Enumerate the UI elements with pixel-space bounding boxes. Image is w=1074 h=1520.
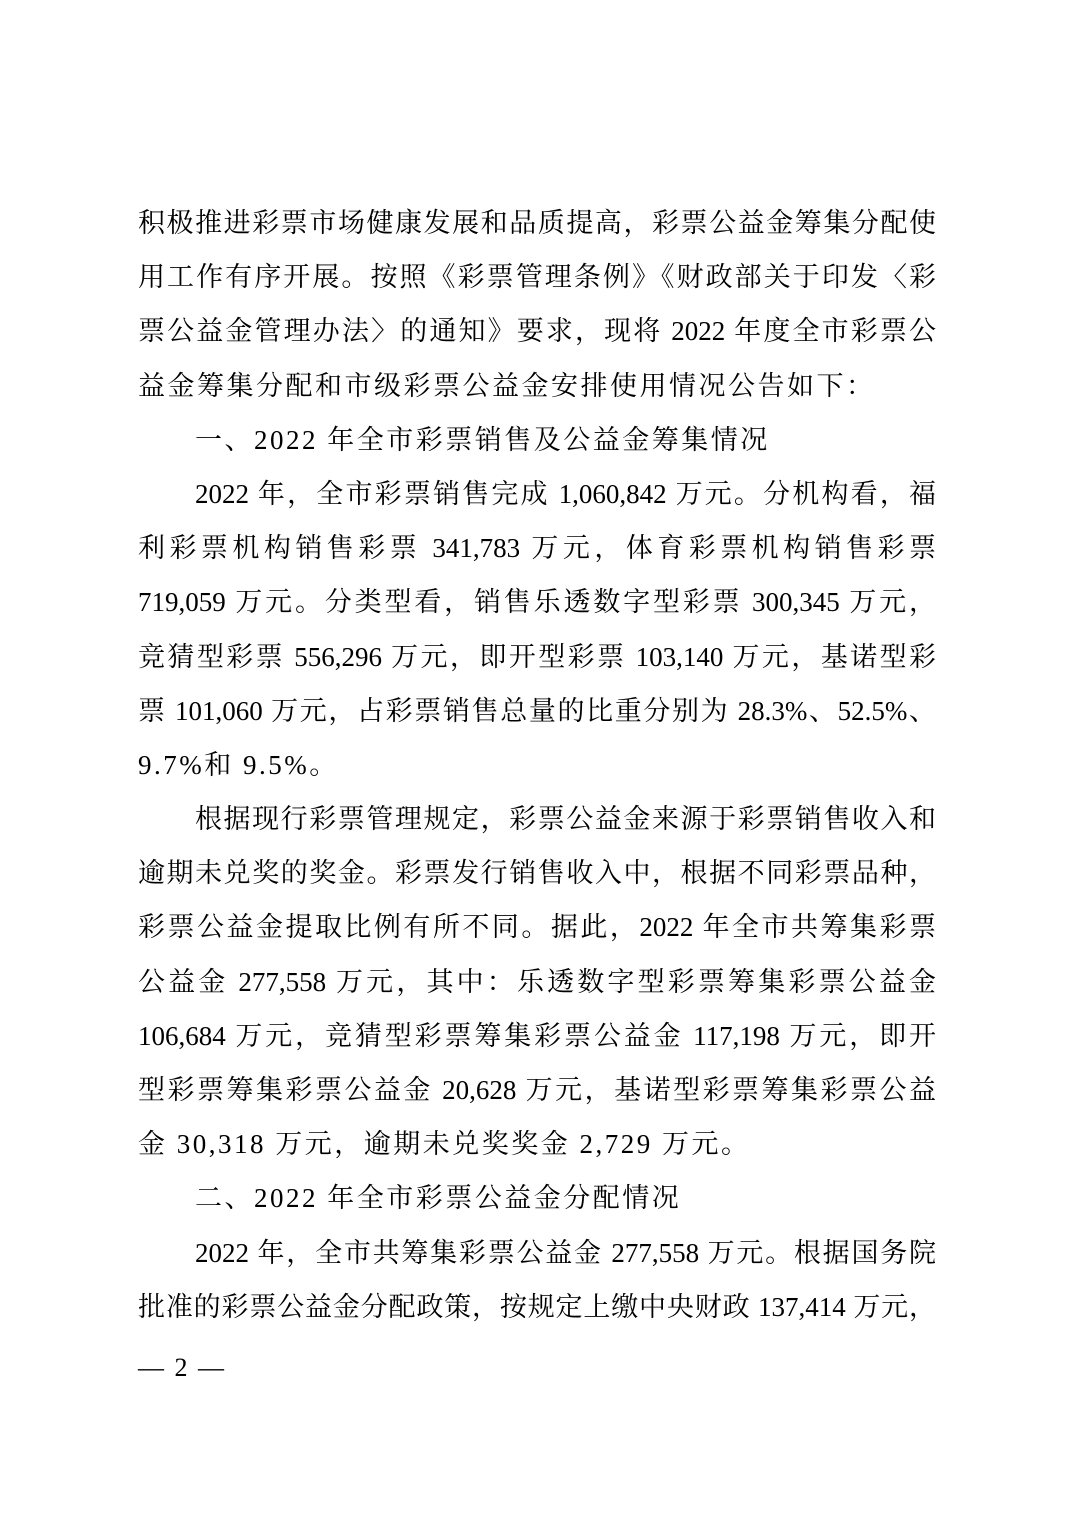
text-line: 竞猜型彩票 556,296 万元，即开型彩票 103,140 万元，基诺型彩 — [138, 641, 936, 672]
text-line: 型彩票筹集彩票公益金 20,628 万元，基诺型彩票筹集彩票公益 — [138, 1075, 936, 1105]
text-line: 逾期未兑奖的奖金。彩票发行销售收入中，根据不同彩票品种， — [138, 858, 936, 889]
text-line: 719,059 万元。分类型看，销售乐透数字型彩票 300,345 万元， — [138, 587, 936, 618]
page-number: — 2 — — [138, 1353, 226, 1382]
paragraph — [138, 196, 936, 413]
text-line: 2022 年，全市彩票销售完成 1,060,842 万元。分机构看，福 — [195, 478, 936, 509]
text-line: 106,684 万元，竞猜型彩票筹集彩票公益金 117,198 万元，即开 — [138, 1020, 936, 1051]
paragraph — [138, 467, 936, 792]
text-line: 2022 年，全市共筹集彩票公益金 277,558 万元。根据国务院 — [195, 1237, 936, 1268]
text-line: 金 30,318 万元，逾期未兑奖奖金 2,729 万元。 — [138, 1129, 751, 1160]
text-line: 公益金 277,558 万元，其中：乐透数字型彩票筹集彩票公益金 — [138, 966, 936, 997]
text-line: 用工作有序开展。按照《彩票管理条例》《财政部关于印发〈彩 — [138, 262, 936, 293]
section-1-heading: 一、2022 年全市彩票销售及公益金筹集情况 — [195, 424, 770, 455]
text-line: 票公益金管理办法〉的通知》要求，现将 2022 年度全市彩票公 — [138, 316, 936, 347]
paragraph — [138, 413, 936, 467]
paragraph — [138, 1171, 936, 1225]
text-line: 益金筹集分配和市级彩票公益金安排使用情况公告如下： — [138, 370, 876, 401]
paragraph — [138, 792, 936, 1171]
text-line: 批准的彩票公益金分配政策，按规定上缴中央财政 137,414 万元， — [138, 1291, 936, 1322]
text-line: 积极推进彩票市场健康发展和品质提高，彩票公益金筹集分配使 — [138, 208, 936, 238]
text-line: 根据现行彩票管理规定，彩票公益金来源于彩票销售收入和 — [195, 804, 936, 835]
document-content — [138, 196, 936, 1334]
text-line: 利彩票机构销售彩票 341,783 万元，体育彩票机构销售彩票 — [138, 533, 936, 564]
text-line: 票 101,060 万元，占彩票销售总量的比重分别为 28.3%、52.5%、 — [138, 695, 936, 726]
text-line: 彩票公益金提取比例有所不同。据此，2022 年全市共筹集彩票 — [138, 912, 936, 943]
text-line: 9.7%和 9.5%。 — [138, 749, 339, 780]
paragraph — [138, 1226, 936, 1334]
section-2-heading: 二、2022 年全市彩票公益金分配情况 — [195, 1183, 682, 1214]
